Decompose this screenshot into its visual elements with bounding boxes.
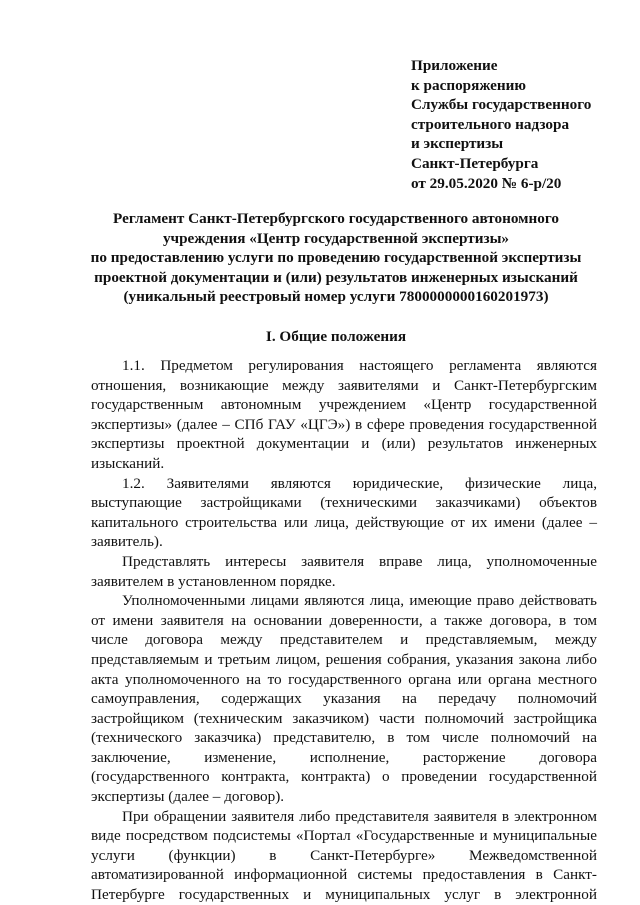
document-body	[91, 356, 597, 905]
document-title	[86, 209, 586, 307]
title-line: учреждения «Центр государственной экспертизы»	[162, 229, 510, 247]
appendix-line: от 29.05.2020 № 6-р/20	[411, 174, 562, 192]
title-line: Регламент Санкт-Петербургского государственного автономного	[113, 210, 559, 227]
appendix-line: к распоряжению	[411, 76, 526, 94]
title-line: проектной документации и (или) результатов инженерных изысканий	[94, 268, 578, 286]
appendix-line: Санкт-Петербурга	[411, 154, 539, 172]
appendix-line: и экспертизы	[411, 135, 504, 153]
paragraph-1-1: 1.1. Предметом регулирования настоящего регламента являются отношения, возникающие между заявителями и Санкт-Петербургским государственным автономным учреждением «Центр государственной экспертизы» (далее – СПб ГАУ «ЦГЭ») в сфере проведения государственной экспертизы проектной документации и (или) результатов инженерных изысканий.	[91, 357, 597, 472]
paragraph-1-2: 1.2. Заявителями являются юридические, физические лица, выступающие застройщиками (техническими заказчиками) объектов капитального строительства или лица, действующие от их имени (далее – заявитель).	[91, 474, 597, 551]
title-line: (уникальный реестровый номер услуги 7800000000160201973)	[123, 288, 549, 306]
appendix-line: Службы государственного	[411, 96, 592, 114]
appendix-line: Приложение	[411, 57, 498, 74]
title-line: по предоставлению услуги по проведению государственной экспертизы	[90, 249, 582, 267]
paragraph-authorized-persons: Уполномоченными лицами являются лица, имеющие право действовать от имени заявителя на основании доверенности, а также договора, в том числе договора между представителем и представляемым, между представляемым и третьим лицом, решения собрания, указания закона либо акта уполномоченного на то государственного органа или органа местного самоуправления, содержащих указания на передачу полномочий застройщиком (техническим заказчиком) части полномочий застройщика (технического заказчика) представителю, в том числе полномочий на заключение, изменение, исполнение, расторжение договора (государственного контракта, контракта) о проведении государственной экспертизы (далее – договор).	[91, 592, 597, 806]
appendix-block	[411, 56, 631, 193]
appendix-line: строительного надзора	[411, 115, 570, 133]
paragraph-electronic-request: При обращении заявителя либо представителя заявителя в электронном виде посредством подсистемы «Портал «Государственные и муниципальные услуги (функции) в Санкт-Петербурге» Межведомственной автоматизированной информационной системы предоставления в Санкт-Петербурге государственных и муниципальных услуг в электронной	[91, 807, 597, 904]
section-heading: I. Общие положения	[265, 328, 407, 345]
paragraph-representatives: Представлять интересы заявителя вправе лица, уполномоченные заявителем в установленном порядке.	[91, 552, 597, 590]
